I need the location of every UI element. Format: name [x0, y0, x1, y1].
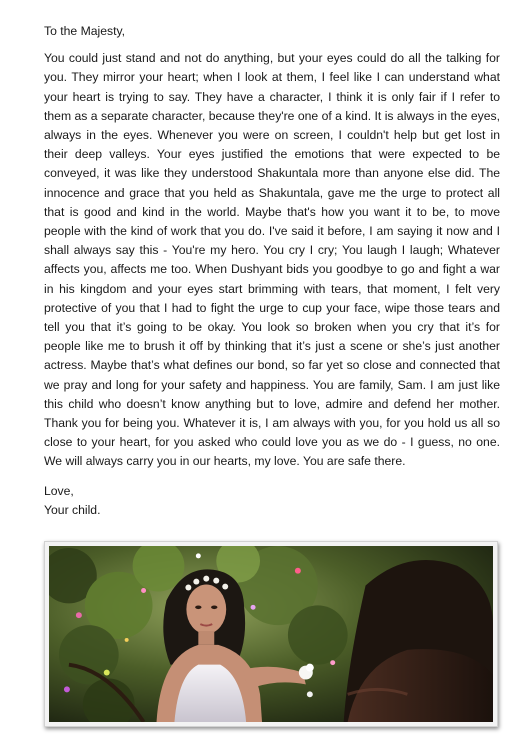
letter-signature: Your child. — [44, 502, 101, 517]
photo-frame — [44, 541, 498, 727]
letter — [44, 22, 500, 520]
film-still-image — [49, 546, 493, 722]
letter-body: You could just stand and not do anything, but your eyes could do all the talking for you. They mirror your heart; when I look at them, I feel like I can understand what your heart is trying to say. They have a character, I think it is only fair if I refer to them as a separate character, because they're one of a kind. It is always in the eyes, always in the eyes. Whenever you were on screen, I couldn't help but get lost in their deep valleys. Your eyes justified the emotions that were expected to be conveyed, it was like they understood Shakuntala more than anyone else did. The innocence and grace that you held as Shakuntala, gave me the urge to protect all that is good and kind in the world. Maybe that's how you want it to be, to move people with the kind of work that you do. I've said it before, I am saying it now and I shall always say this - You're my hero. You cry I cry; You laugh I laugh; Whatever affects you, affects me too. When Dushyant bids you goodbye to go and fight a war in his kingdom and your eyes start brimming with tears, that moment, I felt very protective of you that I had to fight the urge to cup your face, wipe those tears and tell you that it’s going to be okay. You look so broken when you cry that it’s for people like me to brush it off by thinking that it’s just a scene or she’s just another actress. Maybe that’s what defines our bond, so far yet so close and connected that we pray and long for your safety and happiness. You are family, Sam. I am just like this child who doesn’t know anything but to love, admire and defend her mother. Thank you for being you. Whatever it is, I am always with you, for you hold us all so close to your heart, for you asked who could love you as we do - I guess, no one. We will always carry you in our hearts, my love. You are safe there. — [44, 51, 500, 469]
letter-signoff: Love, — [44, 483, 74, 498]
letter-salutation: To the Majesty, — [44, 24, 126, 38]
